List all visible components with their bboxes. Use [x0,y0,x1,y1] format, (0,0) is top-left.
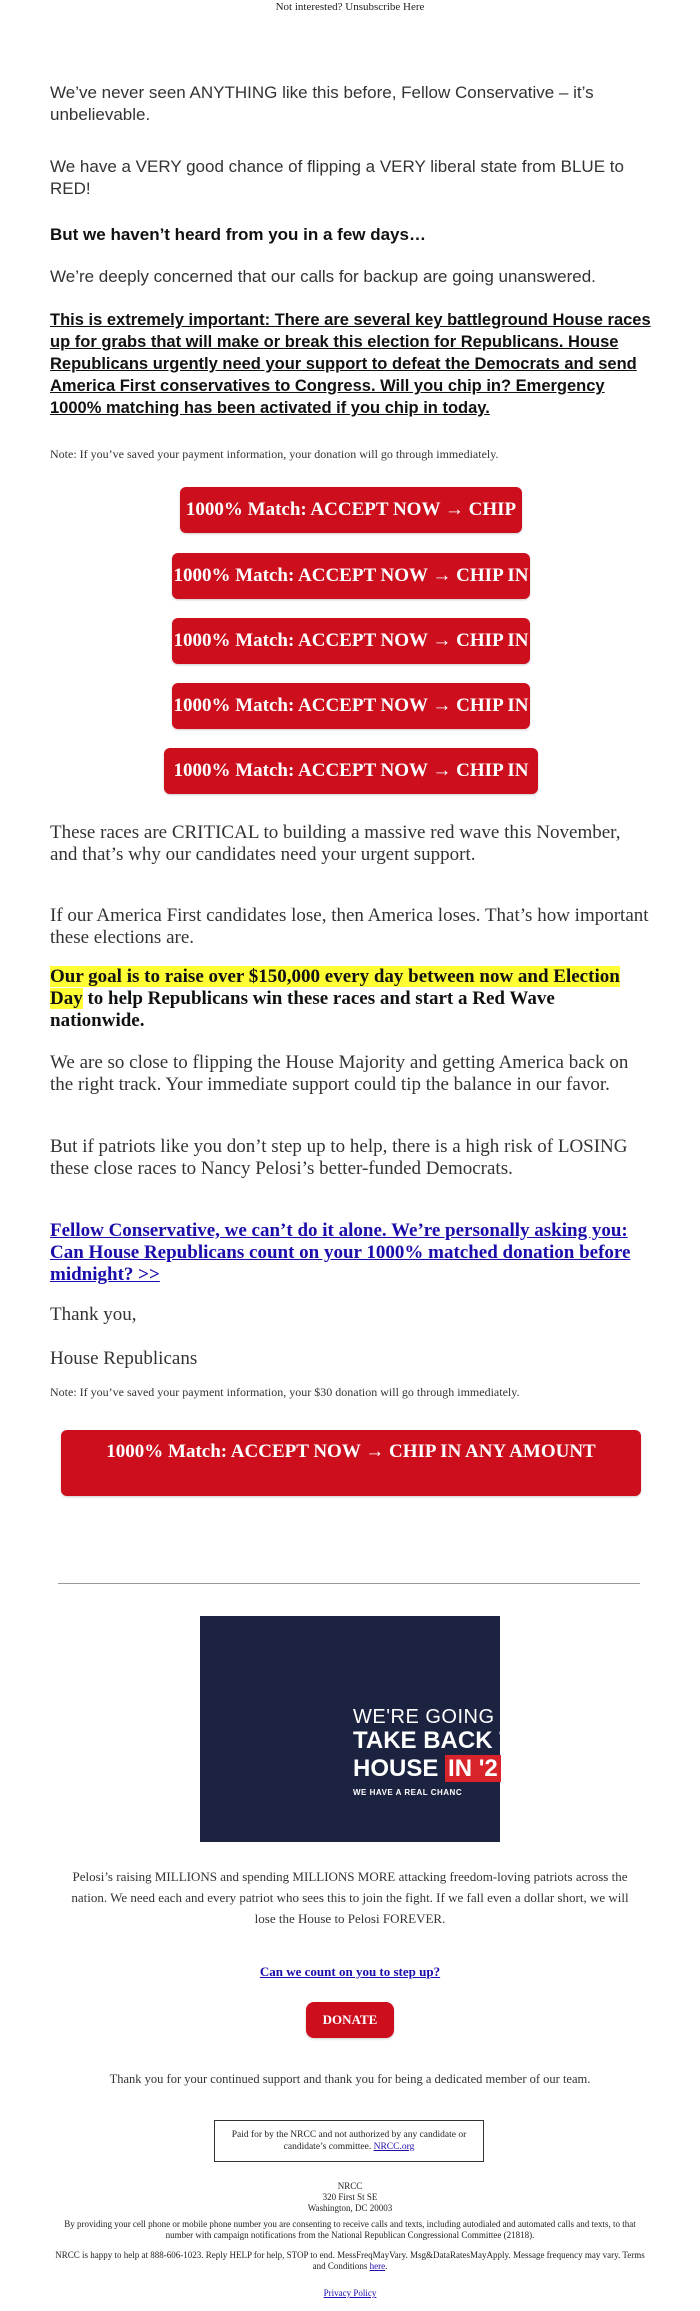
banner-line-1: WE'RE GOING T [353,1706,513,1728]
support-thanks: Thank you for your continued support and thank you for being a dedicated member of our team. [109,2072,591,2086]
chip-in-5-button[interactable]: 1000% Match: ACCEPT NOW → CHIP [180,487,522,533]
help-text-body: NRCC is happy to help at 888-606-1023. Reply HELP for help, STOP to end. MessFreqMayVary. Msg&DataRatesMayApply. Message frequency may vary. Terms and Conditions [55,2250,645,2271]
privacy-policy-link[interactable]: Privacy Policy [323,2288,377,2298]
org-name: NRCC [337,2181,363,2191]
paid-for-text: Paid for by the NRCC and not authorized by any candidate or candidate’s committee. [231,2130,467,2152]
body-paragraph-1: These races are CRITICAL to building a massive red wave this November, and that’s why our candidates need your urgent support. [50,822,621,865]
take-back-house-banner[interactable] [200,1616,532,1842]
intro-section [50,82,652,126]
intro-paragraph-3: But we haven’t heard from you in a few days… [50,225,426,244]
donate-button[interactable]: DONATE [306,2002,394,2038]
intro-paragraph-2: We have a VERY good chance of flipping a VERY liberal state from BLUE to RED! [50,157,624,198]
intro-paragraph-1: We’ve never seen ANYTHING like this before, Fellow Conservative – it’s unbelievable. [50,83,594,124]
body-paragraph-5: But if patriots like you don’t step up to help, there is a high risk of LOSING these close races to Nancy Pelosi’s better-funded Democrats. [50,1136,628,1179]
highlighted-goal: Our goal is to raise over $150,000 every day between now and Election Day [50,966,620,1009]
chip-in-25-button[interactable]: 1000% Match: ACCEPT NOW → CHIP IN [172,618,530,664]
street-address: 320 First St SE [322,2192,378,2202]
banner-year: IN '2 [445,1755,501,1782]
consent-text: By providing your cell phone or mobile phone number you are consenting to receive calls and texts, including autodialed and automated calls and texts, to that number with campaign notifications from the National Republican Congressional Committee (21818). [64,2219,636,2240]
banner-line-2: TAKE BACK TH [353,1727,532,1754]
address-block [50,2181,650,2214]
pelosi-paragraph: Pelosi’s raising MILLIONS and spending MILLIONS MORE attacking freedom-loving patriots across the nation. We need each and every patriot who sees this to join the fight. If we fall even a dollar short, we will lose the House to Pelosi FOREVER. [71,1869,629,1926]
nrcc-site-link[interactable]: NRCC.org [373,2142,415,2152]
signature: House Republicans [50,1348,198,1369]
unsubscribe-bar [0,0,700,18]
banner-line-3 [353,1755,501,1783]
help-text: NRCC is happy to help at 888-606-1023. Reply HELP for help, STOP to end. MessFreqMayVary. Msg&DataRatesMayApply. Message frequency may vary. Terms and Conditions here. [55,2250,645,2271]
body-paragraph-4: We are so close to flipping the House Majority and getting America back on the right track. Your immediate support could tip the balance in our favor. [50,1052,629,1095]
urgent-paragraph: This is extremely important: There are several key battleground House races up for grabs that will make or break this election for Republicans. House Republicans urgently need your support to defeat the Democrats and send America First conservatives to Congress. Will you chip in? Emergency 1000% matching has been activated if you chip in today. [50,311,651,417]
banner-house: HOUSE [353,1755,439,1782]
matched-donation-link[interactable]: Fellow Conservative, we can’t do it alone. We’re personally asking you: Can House Republicans count on your 1000% matched donation before midnight? >> [50,1220,631,1285]
chip-in-50-button[interactable]: 1000% Match: ACCEPT NOW → CHIP IN [172,683,530,729]
payment-note-2: Note: If you’ve saved your payment information, your $30 donation will go through immediately. [50,1385,520,1399]
unsubscribe-link[interactable]: Unsubscribe Here [345,1,425,13]
intro-paragraph-4: We’re deeply concerned that our calls for backup are going unanswered. [50,267,596,286]
thank-you-text: Thank you, [50,1304,137,1325]
terms-here-link[interactable]: here [369,2261,386,2271]
chip-in-100-button[interactable]: 1000% Match: ACCEPT NOW → CHIP IN $100 [164,748,538,794]
payment-note-1: Note: If you’ve saved your payment information, your donation will go through immediately. [50,447,499,461]
goal-rest: to help Republicans win these races and start a Red Wave nationwide. [50,988,555,1031]
body-paragraph-2: If our America First candidates lose, then America loses. That’s how important these elections are. [50,905,649,948]
step-up-link[interactable]: Can we count on you to step up? [259,1964,441,1979]
divider [58,1583,640,1584]
city-address: Washington, DC 20003 [307,2203,393,2213]
body-paragraph-3 [50,966,652,1032]
banner-line-4: WE HAVE A REAL CHANC [353,1788,463,1797]
paid-for-box [214,2120,484,2162]
chip-in-10-button[interactable]: 1000% Match: ACCEPT NOW → CHIP IN [172,553,530,599]
donation-buttons [50,487,652,533]
not-interested-text: Not interested? [275,1,343,13]
chip-in-any-amount-button[interactable]: 1000% Match: ACCEPT NOW → CHIP IN ANY AMOUNT [61,1430,641,1496]
